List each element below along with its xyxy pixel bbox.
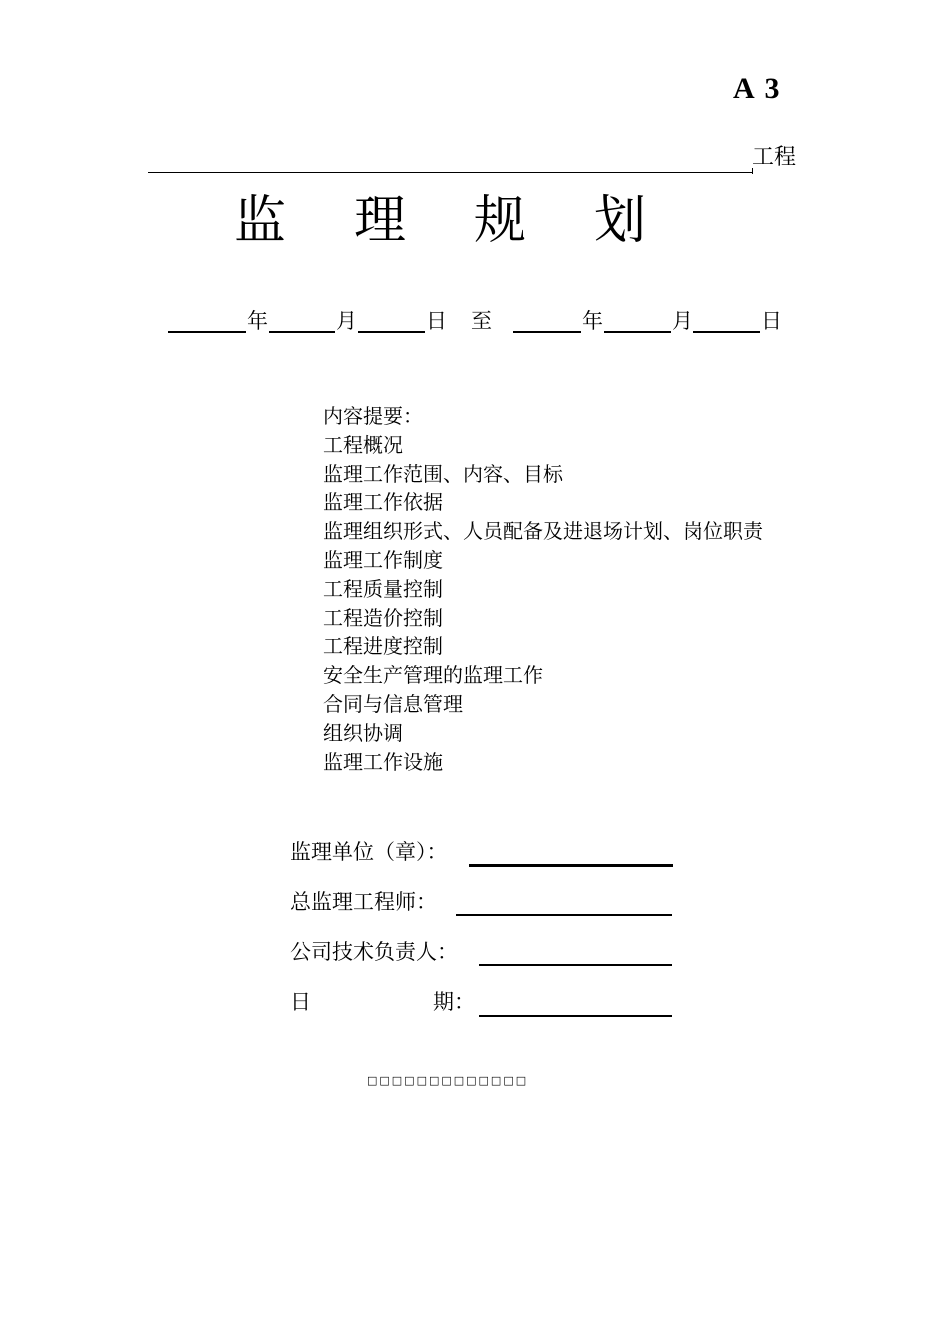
contents-item: 监理工作制度	[323, 547, 443, 572]
start-day-blank	[358, 331, 425, 333]
end-month-label: 月	[672, 309, 693, 333]
supervision-unit-blank	[469, 864, 673, 867]
contents-item: 监理工作设施	[323, 749, 443, 774]
contents-item: 工程进度控制	[323, 634, 443, 659]
project-suffix: 工程	[752, 145, 797, 170]
chief-engineer-blank	[456, 914, 672, 916]
contents-item: 合同与信息管理	[323, 691, 463, 716]
date-label-left: 日	[290, 990, 311, 1014]
end-year-label: 年	[582, 309, 603, 333]
start-day-label: 日	[426, 309, 447, 333]
project-name-blank	[148, 172, 753, 173]
contents-item: 工程概况	[323, 432, 403, 457]
end-year-blank	[513, 331, 581, 333]
contents-item: 监理工作范围、内容、目标	[323, 461, 563, 486]
date-range-to: 至	[471, 309, 492, 333]
form-code: A 3	[733, 72, 782, 105]
contents-item: 工程质量控制	[323, 576, 443, 601]
contents-item: 安全生产管理的监理工作	[323, 663, 543, 688]
tech-lead-label: 公司技术负责人：	[290, 940, 458, 964]
contents-heading: 内容提要：	[323, 404, 423, 428]
tech-lead-blank	[479, 964, 672, 966]
start-year-label: 年	[247, 309, 268, 333]
end-day-label: 日	[761, 309, 782, 333]
start-year-blank	[168, 331, 246, 333]
start-month-blank	[269, 331, 335, 333]
contents-item: 监理工作依据	[323, 490, 443, 515]
contents-item: 监理组织形式、人员配备及进退场计划、岗位职责	[323, 519, 763, 544]
chief-engineer-label: 总监理工程师：	[290, 890, 437, 914]
date-blank	[479, 1015, 672, 1017]
end-day-blank	[693, 331, 760, 333]
footer-note: □□□□□□□□□□□□□	[367, 1074, 529, 1087]
contents-item: 组织协调	[323, 720, 403, 745]
supervision-unit-label: 监理单位（章）：	[290, 840, 448, 864]
contents-summary	[323, 402, 763, 776]
page-title: 监理规划	[234, 191, 715, 251]
end-month-blank	[604, 331, 671, 333]
contents-item: 工程造价控制	[323, 605, 443, 630]
date-label-right: 期：	[433, 990, 475, 1014]
start-month-label: 月	[336, 309, 357, 333]
